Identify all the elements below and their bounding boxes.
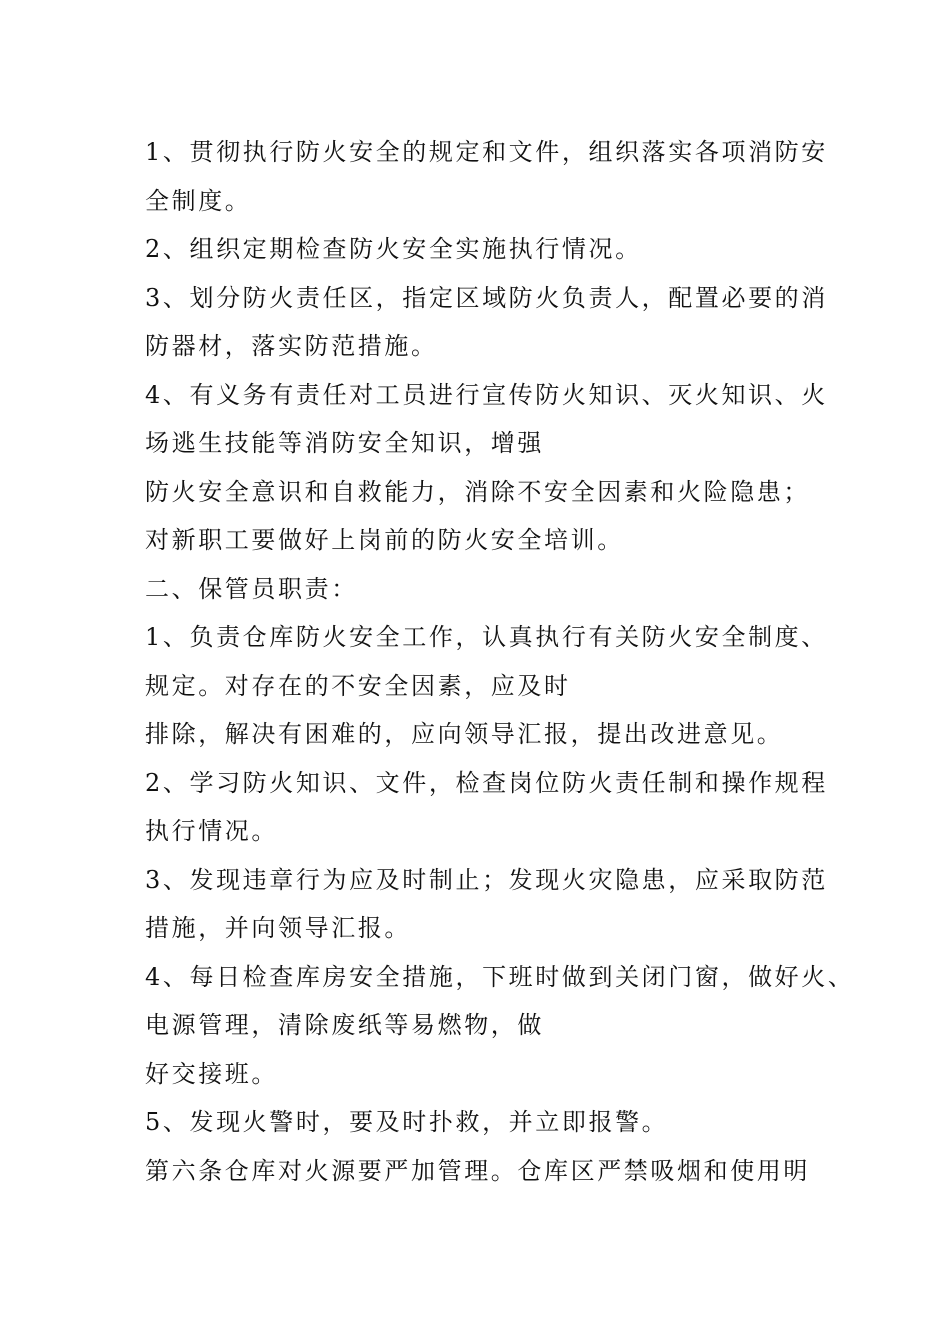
- text-line: 2、学习防火知识、文件，检查岗位防火责任制和操作规程: [145, 768, 828, 797]
- text-line: 执行情况。: [145, 817, 278, 845]
- text-line: 排除，解决有困难的，应向领导汇报，提出改进意见。: [145, 720, 784, 748]
- text-line: 电源管理，清除废纸等易燃物，做: [145, 1011, 544, 1039]
- text-line: 对新职工要做好上岗前的防火安全培训。: [145, 526, 624, 554]
- section-heading: 二、保管员职责：: [145, 574, 358, 603]
- text-line: 2、组织定期检查防火安全实施执行情况。: [145, 235, 642, 263]
- text-line: 1、负责仓库防火安全工作，认真执行有关防火安全制度、: [145, 623, 828, 651]
- text-line: 3、发现违章行为应及时制止；发现火灾隐患，应采取防范: [145, 865, 828, 894]
- document-body: [145, 132, 855, 1199]
- text-line: 防火安全意识和自救能力，消除不安全因素和火险隐患；: [145, 477, 810, 506]
- text-line: 3、划分防火责任区，指定区域防火负责人，配置必要的消: [145, 283, 828, 312]
- text-line: 4、每日检查库房安全措施，下班时做到关闭门窗，做好火、: [145, 962, 855, 991]
- text-line: 4、有义务有责任对工员进行宣传防火知识、灭火知识、火: [145, 380, 828, 409]
- text-line: 防器材，落实防范措施。: [145, 332, 438, 360]
- text-line: 全制度。: [145, 186, 252, 215]
- text-line: 5、发现火警时，要及时扑救，并立即报警。: [145, 1108, 669, 1136]
- text-line: 规定。对存在的不安全因素，应及时: [145, 671, 571, 700]
- text-line: 措施，并向领导汇报。: [145, 914, 411, 942]
- text-line: 好交接班。: [145, 1059, 278, 1088]
- text-line: 1、贯彻执行防火安全的规定和文件，组织落实各项消防安: [145, 138, 828, 166]
- text-line: 第六条仓库对火源要严加管理。仓库区严禁吸烟和使用明: [145, 1156, 810, 1185]
- text-line: 场逃生技能等消防安全知识，增强: [145, 429, 544, 457]
